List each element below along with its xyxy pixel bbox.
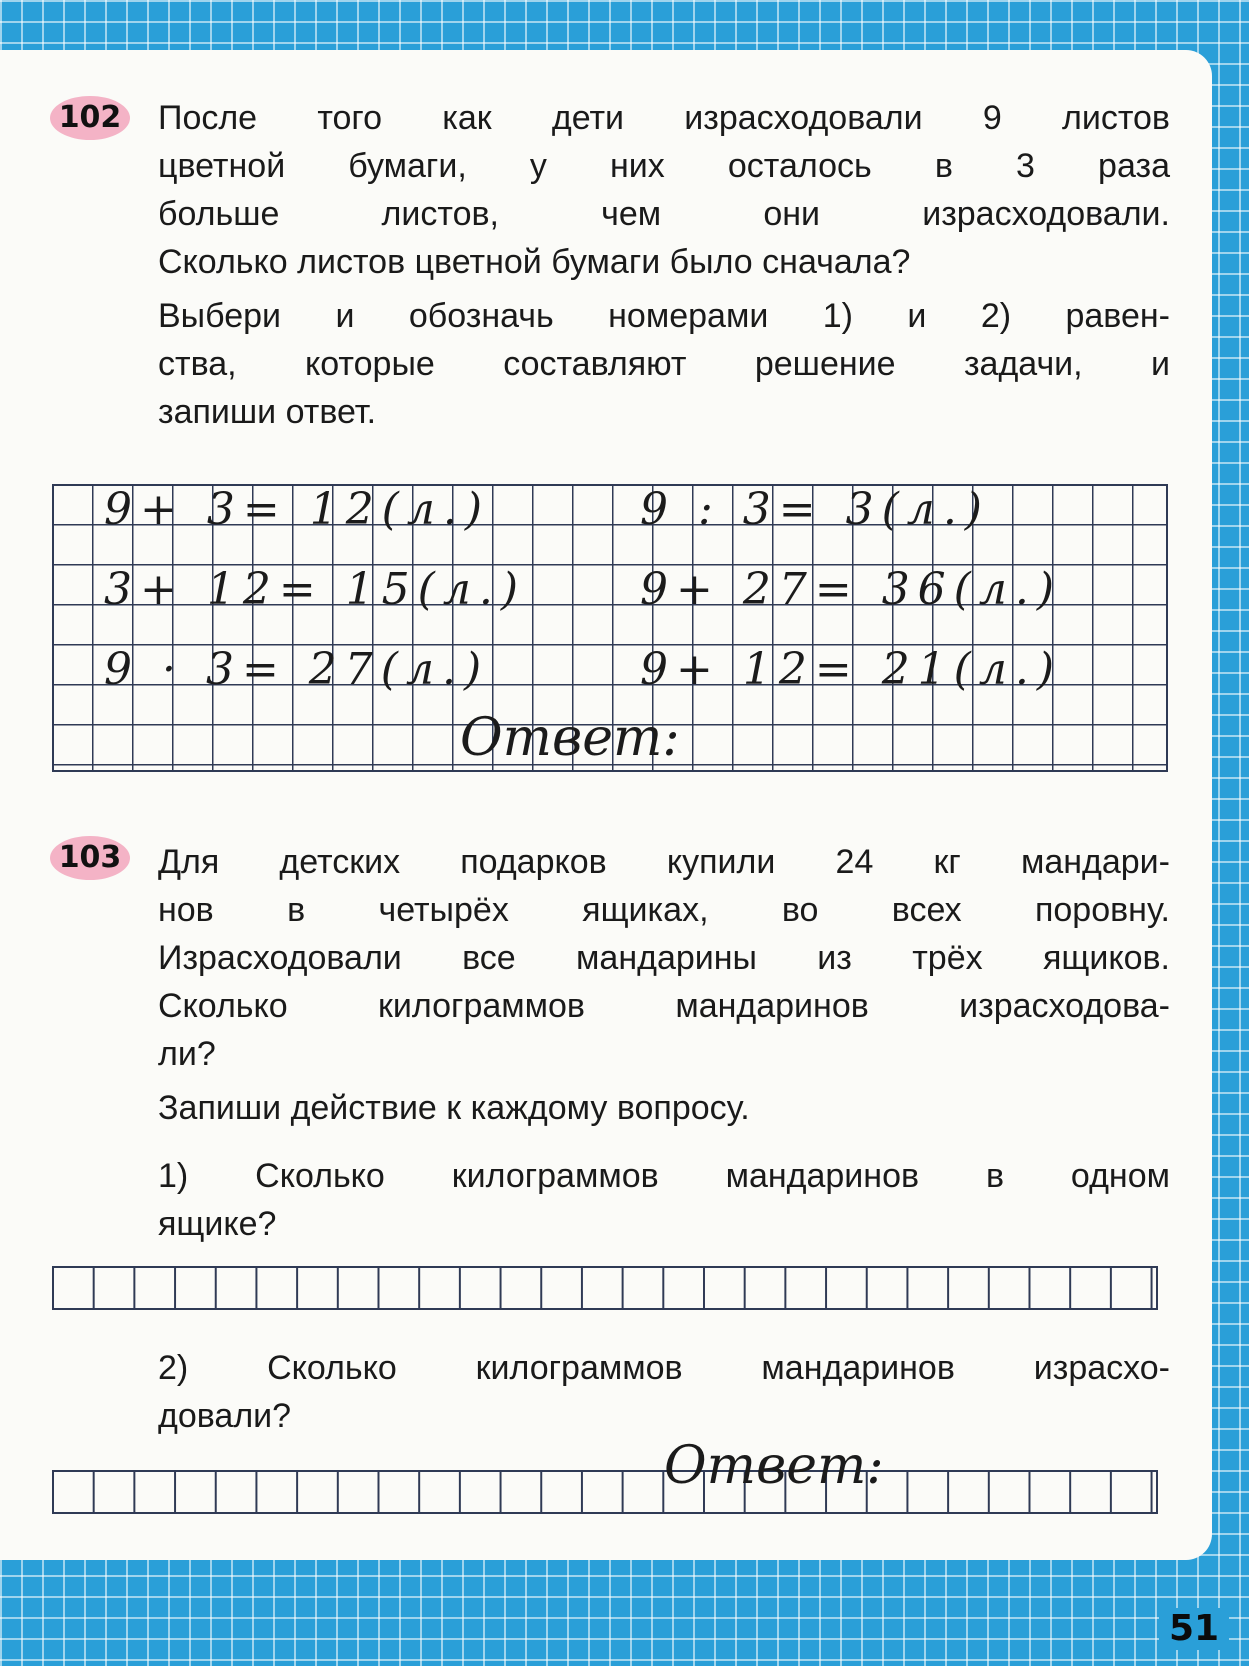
task-text-line: цветной бумаги, у них осталось в 3 раза [158,147,1170,185]
task-number-badge: 102 [50,96,130,140]
page-number: 51 [1159,1608,1229,1650]
question-line: 2) Сколько килограммов мандаринов израсхо- [158,1349,1170,1387]
task-text-line: После того как дети израсходовали 9 листов [158,99,1170,137]
task-text-line: ли? [158,1035,216,1073]
answer-label: Ответ: [664,1436,884,1496]
task-text-line: нов в четырёх ящиках, во всех поровну. [158,891,1170,929]
task-text-line: больше листов, чем они израсходовали. [158,195,1170,233]
task-number-badge: 103 [50,836,130,880]
task-text-line: Сколько килограммов мандаринов израсходова- [158,987,1170,1025]
task-text-line: запиши ответ. [158,393,377,431]
answer-label: Ответ: [460,708,680,768]
task-text-line: Для детских подарков купили 24 кг мандари- [158,843,1170,881]
task-text-line: Сколько листов цветной бумаги было сначала? [158,243,911,281]
task-text-line: ства, которые составляют решение задачи, и [158,345,1170,383]
handwritten-equation: 9 : 3= 3(л.) [640,484,990,535]
question-line: ящике? [158,1205,277,1243]
task-text-line: Израсходовали все мандарины из трёх ящиков. [158,939,1170,977]
task-text-line: Запиши действие к каждому вопросу. [158,1089,750,1127]
answer-cell-strip[interactable] [52,1470,1158,1514]
handwritten-equation: 9+ 3= 12(л.) [104,484,491,535]
question-line: довали? [158,1397,292,1435]
answer-cell-strip[interactable] [52,1266,1158,1310]
question-line: 1) Сколько килограммов мандаринов в одном [158,1157,1170,1195]
handwritten-equation: 3+ 12= 15(л.) [104,564,527,615]
handwritten-equation: 9+ 27= 36(л.) [640,564,1063,615]
handwritten-equation: 9 · 3= 27(л.) [104,644,490,695]
task-text-line: Выбери и обозначь номерами 1) и 2) равен- [158,297,1170,335]
handwritten-equation: 9+ 12= 21(л.) [640,644,1063,695]
